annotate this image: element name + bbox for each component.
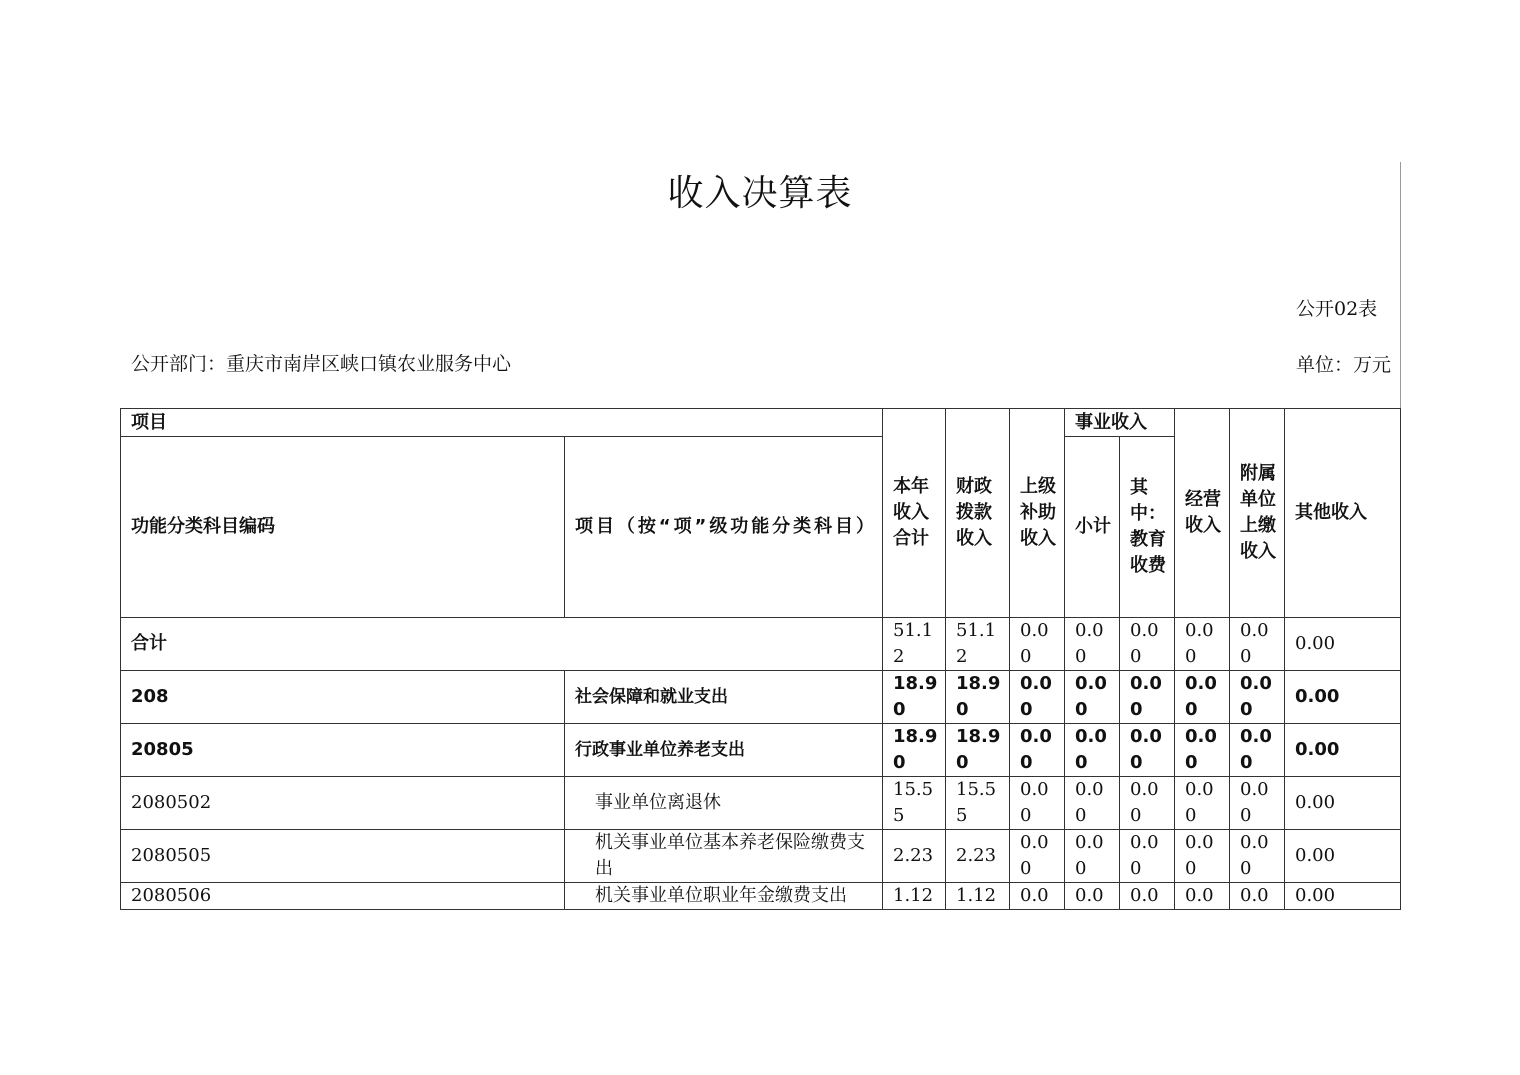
cell-item: 行政事业单位养老支出 (565, 724, 883, 777)
table-row (121, 777, 1401, 830)
table-number: 公开02表 (1296, 298, 1378, 320)
table-row (121, 671, 1401, 724)
cell-fiscal: 1.12 (946, 883, 1010, 910)
cell-fiscal: 18.90 (946, 671, 1010, 724)
cell-total: 1.12 (883, 883, 946, 910)
cell-subtotal: 0.00 (1065, 618, 1120, 671)
cell-subtotal: 0.0 (1065, 883, 1120, 910)
cell-operating: 0.0 (1175, 883, 1230, 910)
cell-superior: 0.00 (1010, 724, 1065, 777)
row-label: 合计 (121, 618, 883, 671)
cell-superior: 0.00 (1010, 618, 1065, 671)
cell-operating: 0.00 (1175, 724, 1230, 777)
table-row (121, 883, 1401, 910)
header-item: 项目（按“项”级功能分类科目） (565, 437, 883, 618)
cell-code: 208 (121, 671, 565, 724)
cell-subtotal: 0.00 (1065, 724, 1120, 777)
header-project: 项目 (121, 409, 883, 437)
cell-item: 社会保障和就业支出 (565, 671, 883, 724)
header-education: 其中：教育收费 (1120, 437, 1175, 618)
cell-total: 18.90 (883, 671, 946, 724)
table-row (121, 618, 1401, 671)
header-code: 功能分类科目编码 (121, 437, 565, 618)
cell-education: 0.0 (1120, 883, 1175, 910)
header-fiscal: 财政拨款收入 (946, 409, 1010, 618)
unit-label: 单位：万元 (1296, 354, 1392, 376)
cell-other: 0.00 (1285, 777, 1401, 830)
cell-affiliate: 0.00 (1230, 830, 1285, 883)
header-superior: 上级补助收入 (1010, 409, 1065, 618)
header-operating: 经营收入 (1175, 409, 1230, 618)
header-other: 其他收入 (1285, 409, 1401, 618)
cell-affiliate: 0.00 (1230, 618, 1285, 671)
cell-item: 机关事业单位职业年金缴费支出 (565, 883, 883, 910)
cell-other: 0.00 (1285, 671, 1401, 724)
department-label: 公开部门：重庆市南岸区峡口镇农业服务中心 (131, 353, 512, 375)
cell-superior: 0.00 (1010, 830, 1065, 883)
cell-subtotal: 0.00 (1065, 777, 1120, 830)
header-row-1 (121, 409, 1401, 437)
cell-affiliate: 0.0 (1230, 883, 1285, 910)
cell-superior: 0.00 (1010, 671, 1065, 724)
cell-operating: 0.00 (1175, 777, 1230, 830)
cell-code: 2080505 (121, 830, 565, 883)
cell-education: 0.00 (1120, 618, 1175, 671)
cell-operating: 0.00 (1175, 830, 1230, 883)
cell-total: 18.90 (883, 724, 946, 777)
cell-subtotal: 0.00 (1065, 830, 1120, 883)
header-business: 事业收入 (1065, 409, 1175, 437)
cell-total: 51.12 (883, 618, 946, 671)
cell-affiliate: 0.00 (1230, 671, 1285, 724)
cell-superior: 0.00 (1010, 777, 1065, 830)
cell-total: 15.55 (883, 777, 946, 830)
cell-item: 机关事业单位基本养老保险缴费支出 (565, 830, 883, 883)
cell-subtotal: 0.00 (1065, 671, 1120, 724)
cell-fiscal: 15.55 (946, 777, 1010, 830)
header-subtotal: 小计 (1065, 437, 1120, 618)
cell-fiscal: 51.12 (946, 618, 1010, 671)
cell-superior: 0.0 (1010, 883, 1065, 910)
cell-affiliate: 0.00 (1230, 777, 1285, 830)
cell-operating: 0.00 (1175, 671, 1230, 724)
cell-affiliate: 0.00 (1230, 724, 1285, 777)
cell-total: 2.23 (883, 830, 946, 883)
cell-other: 0.00 (1285, 830, 1401, 883)
cell-education: 0.00 (1120, 777, 1175, 830)
table-row (121, 724, 1401, 777)
cell-other: 0.00 (1285, 724, 1401, 777)
cell-other: 0.00 (1285, 883, 1401, 910)
cell-education: 0.00 (1120, 830, 1175, 883)
page-title: 收入决算表 (667, 173, 853, 214)
cell-fiscal: 18.90 (946, 724, 1010, 777)
table-row (121, 830, 1401, 883)
cell-education: 0.00 (1120, 724, 1175, 777)
cell-code: 2080506 (121, 883, 565, 910)
cell-operating: 0.00 (1175, 618, 1230, 671)
header-total: 本年收入合计 (883, 409, 946, 618)
cell-education: 0.00 (1120, 671, 1175, 724)
cell-code: 2080502 (121, 777, 565, 830)
cell-code: 20805 (121, 724, 565, 777)
income-table (120, 408, 1401, 910)
cell-item: 事业单位离退休 (565, 777, 883, 830)
cell-other: 0.00 (1285, 618, 1401, 671)
cell-fiscal: 2.23 (946, 830, 1010, 883)
header-affiliate: 附属单位上缴收入 (1230, 409, 1285, 618)
